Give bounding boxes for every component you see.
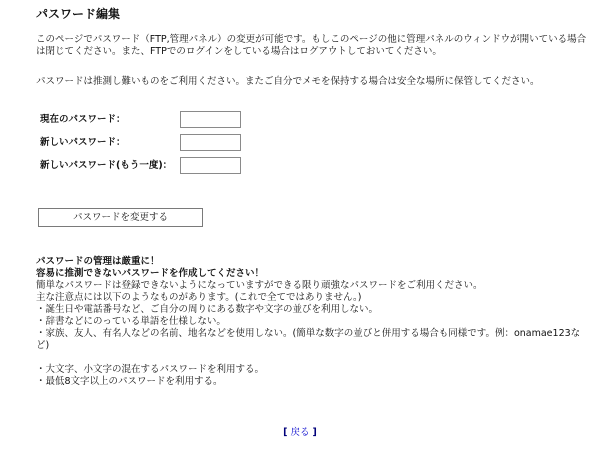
notes-line: 簡単なパスワードは登録できないようになっていますができる限り頑強なパスワードをご利用ください。 bbox=[36, 280, 483, 291]
open-bracket: [ bbox=[283, 427, 288, 438]
password-rule-text: パスワードは推測し難いものをご利用ください。またご自分でメモを保持する場合は安全な場所に保管してください。 bbox=[36, 76, 540, 87]
notes-line: ・辞書などにのっている単語を仕様しない。 bbox=[36, 316, 226, 327]
intro-text: このページでパスワード（FTP,管理パネル）の変更が可能です。もしこのページの他に管理パネルのウィンドウが開いている場合は閉じてください。また、FTPでのログインをしている場合はログアウトしておいてください。 bbox=[36, 34, 587, 57]
notes-tip: ・最低8文字以上のパスワードを利用する。 bbox=[36, 376, 223, 387]
notes-line: ・誕生日や電話番号など、ご自分の周りにある数字や文字の並びを利用しない。 bbox=[36, 304, 379, 315]
notes-tip: ・大文字、小文字の混在するパスワードを利用する。 bbox=[36, 364, 265, 375]
current-password-input[interactable] bbox=[180, 111, 241, 128]
current-password-label: 現在のパスワード： bbox=[40, 114, 126, 125]
notes-line: 主な注意点には以下のようなものがあります。(これで全てではありません。) bbox=[36, 292, 362, 303]
page-title: パスワード編集 bbox=[36, 7, 121, 21]
notes-heading-guess: 容易に推測できないパスワードを作成してください！ bbox=[36, 268, 265, 279]
change-password-button[interactable]: パスワードを変更する bbox=[38, 208, 203, 227]
back-nav bbox=[0, 427, 600, 439]
back-link[interactable]: 戻る bbox=[290, 427, 310, 438]
notes-heading-strict: パスワードの管理は厳重に！ bbox=[36, 256, 160, 267]
confirm-password-label: 新しいパスワード(もう一度)： bbox=[40, 160, 173, 171]
password-notes bbox=[36, 256, 588, 388]
close-bracket: ] bbox=[312, 427, 317, 438]
new-password-input[interactable] bbox=[180, 134, 241, 151]
new-password-label: 新しいパスワード： bbox=[40, 137, 126, 148]
confirm-password-input[interactable] bbox=[180, 157, 241, 174]
notes-line: ・家族、友人、有名人などの名前、地名などを使用しない。(簡単な数字の並びと併用する場合も同様です。例：onamae123など) bbox=[36, 328, 581, 351]
